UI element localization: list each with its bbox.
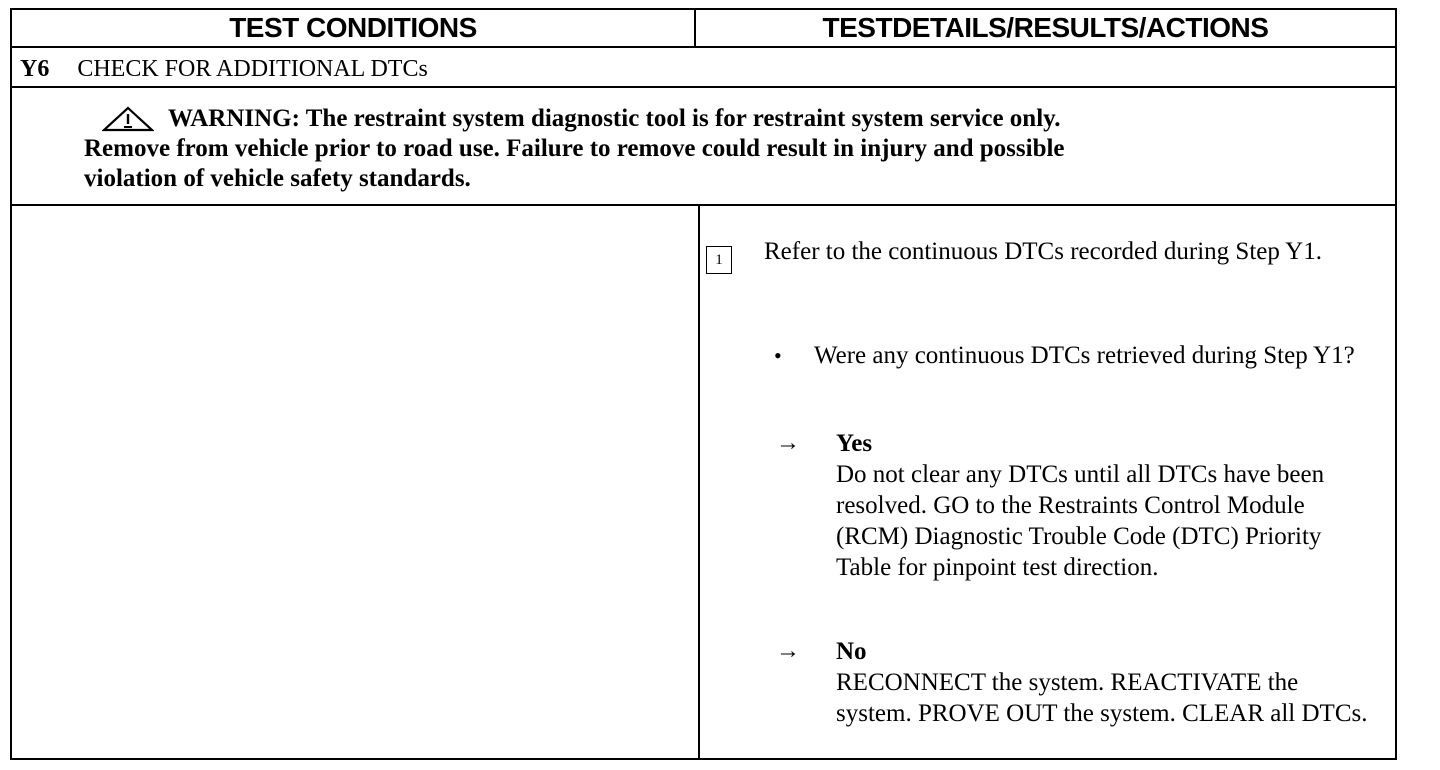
arrow-right-icon: → [776, 638, 800, 664]
yes-text: Do not clear any DTCs until all DTCs have been resolved. GO to the Restraints Control Module (RCM) Diagnostic Trouble Code (DTC) Priority Table for pinpoint test direction. [836, 461, 1325, 581]
question-text: Were any continuous DTCs retrieved during Step Y1? [814, 342, 1355, 369]
header-test-conditions: TEST CONDITIONS [229, 12, 477, 43]
question-item [774, 340, 1374, 371]
yes-result [776, 428, 1376, 583]
column-divider [698, 206, 700, 758]
arrow-right-icon: → [776, 430, 800, 456]
warning-block [84, 104, 1304, 194]
step-title-row [20, 54, 428, 84]
header-bottom-rule [12, 46, 1395, 48]
bullet-icon: • [774, 343, 782, 368]
warning-bottom-rule [12, 204, 1395, 206]
header-test-details: TESTDETAILS/RESULTS/ACTIONS [822, 12, 1269, 43]
warning-line-1: WARNING: The restraint system diagnostic tool is for restraint system service only. [168, 105, 1061, 132]
step-rule [12, 86, 1395, 88]
instruction-text: Refer to the continuous DTCs recorded during Step Y1. [764, 238, 1322, 265]
warning-line-3: violation of vehicle safety standards. [84, 165, 471, 192]
warning-line-2: Remove from vehicle prior to road use. Failure to remove could result in injury and possible [84, 135, 1065, 162]
warning-triangle-icon [102, 106, 154, 132]
step-title: CHECK FOR ADDITIONAL DTCs [77, 56, 428, 82]
no-result [776, 636, 1376, 729]
no-text: RECONNECT the system. REACTIVATE the system. PROVE OUT the system. CLEAR all DTCs. [836, 669, 1368, 727]
step-id: Y6 [20, 56, 50, 82]
yes-title: Yes [836, 430, 873, 457]
no-title: No [836, 638, 867, 665]
step-number-box: 1 [706, 246, 732, 274]
